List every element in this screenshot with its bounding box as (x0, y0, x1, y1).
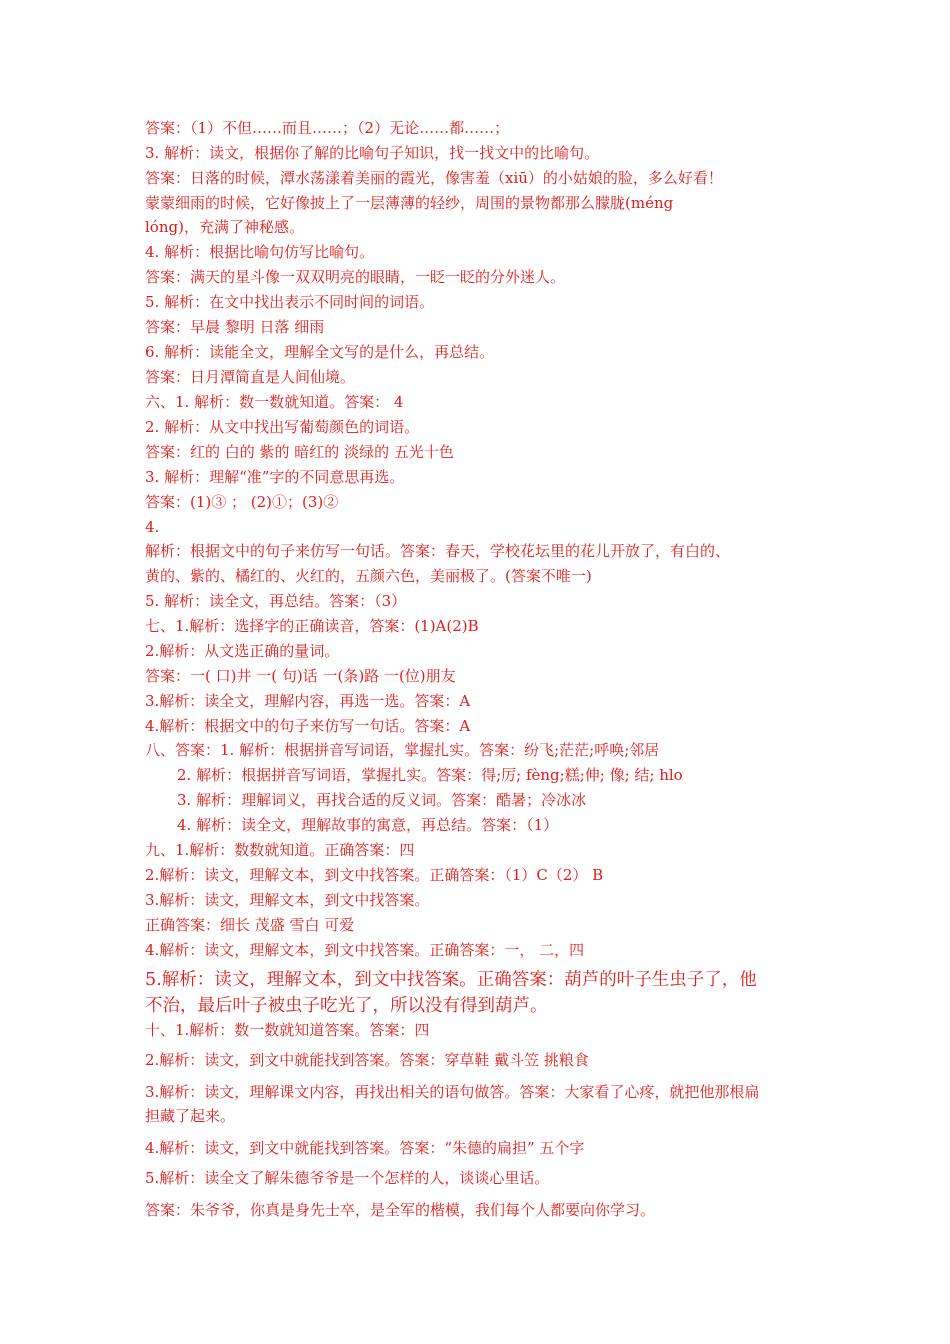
text-line: 3. 解析：读文，根据你了解的比喻句子知识，找一找文中的比喻句。 (145, 144, 600, 162)
text-line: 2.解析：读文，到文中就能找到答案。答案：穿草鞋 戴斗笠 挑粮食 (145, 1051, 589, 1069)
text-line: 答案：一( 口)井 一( 句)话 一(条)路 一(位)朋友 (145, 667, 456, 685)
text-line: lóng)，充满了神秘感。 (145, 218, 304, 236)
text-line: 5.解析：读文，理解文本，到文中找答案。正确答案：葫芦的叶子生虫子了，他 (145, 970, 757, 990)
text-line: 黄的、紫的、橘红的、火红的，五颜六色，美丽极了。(答案不唯一) (145, 567, 592, 585)
text-line: 3.解析：读全文，理解内容，再选一选。答案：A (145, 692, 471, 710)
text-line: 解析：根据文中的句子来仿写一句话。答案：春天，学校花坛里的花儿开放了，有白的、 (145, 542, 731, 560)
text-line: 答案：早晨 黎明 日落 细雨 (145, 318, 325, 336)
text-line: 答案：日月潭简直是人间仙境。 (145, 368, 356, 386)
text-line: 4. 解析：根据比喻句仿写比喻句。 (145, 243, 375, 261)
text-line: 九、1.解析：数数就知道。正确答案：四 (145, 841, 415, 859)
text-line: 答案：朱爷爷，你真是身先士卒，是全军的楷模，我们每个人都要向你学习。 (145, 1201, 656, 1219)
text-line: 答案：（1）不但……而且……；（2）无论……都……； (145, 119, 510, 137)
text-line: 2.解析：读文，理解文本，到文中找答案。正确答案：（1）C（2） B (145, 866, 604, 884)
text-line: 3.解析：读文，理解文本，到文中找答案。 (145, 891, 430, 909)
text-line: 不治，最后叶子被虫子吃光了，所以没有得到葫芦。 (145, 996, 548, 1016)
text-line: 答案：红的 白的 紫的 暗红的 淡绿的 五光十色 (145, 443, 454, 461)
text-line: 6. 解析：读能全文，理解全文写的是什么，再总结。 (145, 343, 495, 361)
text-line: 5.解析：读全文了解朱德爷爷是一个怎样的人，谈谈心里话。 (145, 1169, 550, 1187)
text-line: 4.解析：读文，到文中就能找到答案。答案：“朱德的扁担” 五个字 (145, 1139, 585, 1157)
text-line: 4. (145, 518, 160, 536)
text-line: 六、1. 解析：数一数就知道。答案： 4 (145, 393, 404, 411)
text-line: 正确答案：细长 茂盛 雪白 可爱 (145, 916, 355, 934)
text-line: 八、答案：1. 解析：根据拼音写词语，掌握扎实。答案：纷飞;茫茫;呼唤;邻居 (145, 741, 660, 759)
text-line: 担藏了起来。 (145, 1107, 236, 1125)
text-line: 答案：满天的星斗像一双双明亮的眼睛，一眨一眨的分外迷人。 (145, 268, 566, 286)
text-line: 2. 解析：根据拼音写词语，掌握扎实。答案：得;厉; fèng;糕;伸; 像; 结; hlo (177, 766, 683, 784)
text-line: 2.解析：从文选正确的量词。 (145, 642, 340, 660)
text-line: 十、1.解析：数一数就知道答案。答案：四 (145, 1021, 430, 1039)
text-line: 答案：(1)③ ； (2)①；(3)② (145, 493, 339, 511)
text-line: 4.解析：根据文中的句子来仿写一句话。答案：A (145, 717, 471, 735)
text-line: 蒙蒙细雨的时候，它好像披上了一层薄薄的轻纱，周围的景物都那么朦胧(méng (145, 194, 674, 212)
text-line: 3. 解析：理解词义，再找合适的反义词。答案：酷暑；冷冰冰 (177, 791, 587, 809)
text-line: 2. 解析：从文中找出写葡萄颜色的词语。 (145, 418, 420, 436)
text-line: 4.解析：读文，理解文本，到文中找答案。正确答案：一， 二，四 (145, 941, 585, 959)
text-line: 5. 解析：在文中找出表示不同时间的词语。 (145, 293, 435, 311)
text-line: 3. 解析：理解“准”字的不同意思再选。 (145, 468, 405, 486)
text-line: 答案：日落的时候，潭水荡漾着美丽的霞光，像害羞（xiū）的小姑娘的脸，多么好看！ (145, 169, 723, 187)
text-line: 3.解析：读文，理解课文内容，再找出相关的语句做答。答案：大家看了心疼，就把他那根扁 (145, 1083, 760, 1101)
text-line: 七、1.解析：选择字的正确读音，答案：(1)A(2)B (145, 617, 479, 635)
text-line: 5. 解析：读全文，再总结。答案：（3） (145, 592, 407, 610)
text-line: 4. 解析：读全文，理解故事的寓意，再总结。答案：（1） (177, 816, 559, 834)
